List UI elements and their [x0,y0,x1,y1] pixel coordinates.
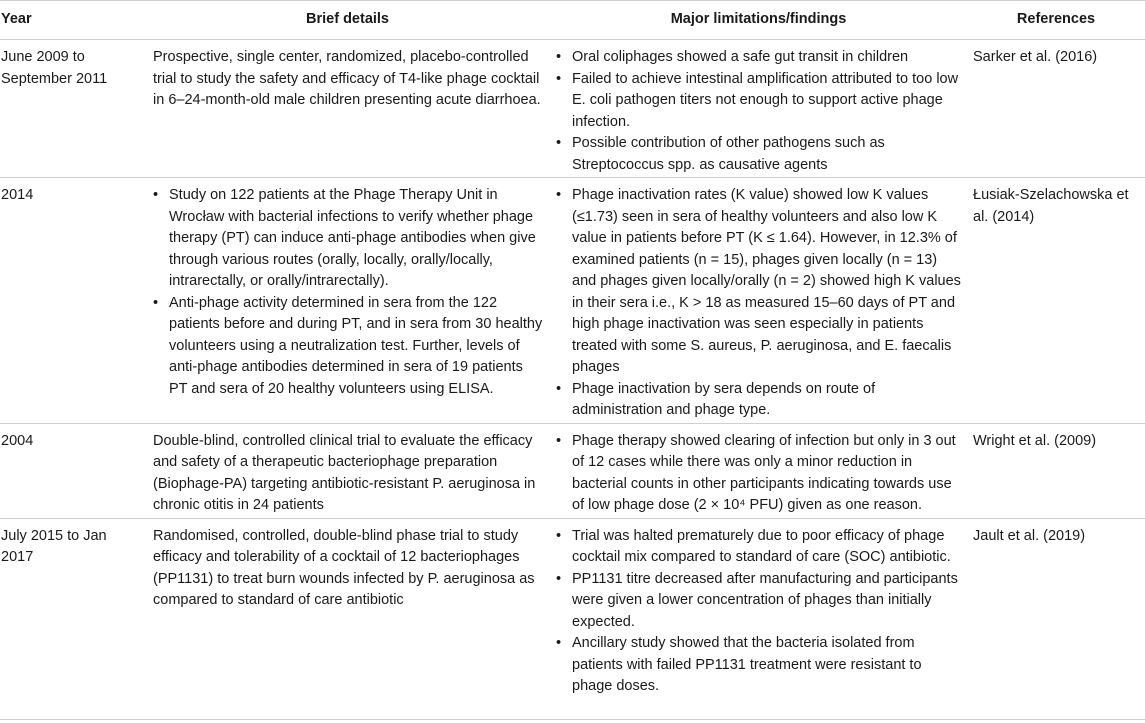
list-item: • Possible contribution of other pathogens such as Streptococcus spp. as causative agents [572,133,961,176]
cell-limitations [550,423,967,518]
cell-brief [145,178,550,424]
table-row [0,518,1145,719]
cell-limitations [550,518,967,719]
cell-brief: Prospective, single center, randomized, placebo-controlled trial to study the safety and efficacy of T4-like phage cocktail in 6–24-month-old male children presenting acute diarrhoea. [145,40,550,178]
list-item: • Phage therapy showed clearing of infection but only in 3 out of 12 cases while there was only a minor reduction in bacterial counts in other participants indicating towards use of low phage dose (2 × 10⁴ PFU) given as one reason. [572,431,961,517]
table-row [0,423,1145,518]
list-item: • Phage inactivation by sera depends on route of administration and phage type. [572,379,961,422]
cell-year: June 2009 to September 2011 [0,40,145,178]
header-references: References [967,1,1145,40]
cell-reference: Sarker et al. (2016) [967,40,1145,178]
cell-reference: Łusiak-Szelachowska et al. (2014) [967,178,1145,424]
limitations-list [556,47,961,176]
cell-year: July 2015 to Jan 2017 [0,518,145,719]
table-row [0,178,1145,424]
cell-brief: Randomised, controlled, double-blind phase trial to study efficacy and tolerability of a cocktail of 12 bacteriophages (PP1131) to treat burn wounds infected by P. aeruginosa as compared to standard of care antibiotic [145,518,550,719]
limitations-list [556,431,961,517]
list-item: • Failed to achieve intestinal amplification attributed to too low E. coli pathogen titers not enough to support active phage infection. [572,69,961,134]
list-item: • Oral coliphages showed a safe gut transit in children [572,47,961,69]
list-item: • PP1131 titre decreased after manufacturing and participants were given a lower concentration of phages than initially expected. [572,569,961,634]
cell-limitations [550,40,967,178]
header-row [0,1,1145,40]
brief-list [153,185,544,400]
header-limitations: Major limitations/findings [550,1,967,40]
limitations-list [556,526,961,698]
cell-year: 2004 [0,423,145,518]
table-row [0,40,1145,178]
list-item: • Anti-phage activity determined in sera from the 122 patients before and during PT, and in sera from 30 healthy volunteers using a neutralization test. Further, levels of anti-phage antibodies determined in sera of 19 patients PT and sera of 20 healthy volunteers using ELISA. [169,293,544,401]
list-item: • Study on 122 patients at the Phage Therapy Unit in Wrocław with bacterial infections to verify whether phage therapy (PT) can induce anti-phage antibodies when give through various routes (orally, locally, orally/locally, intrarectally, or orally/intrarectally). [169,185,544,293]
list-item: • Ancillary study showed that the bacteria isolated from patients with failed PP1131 treatment were resistant to phage doses. [572,633,961,698]
cell-limitations [550,178,967,424]
header-brief: Brief details [145,1,550,40]
cell-reference: Wright et al. (2009) [967,423,1145,518]
cell-year: 2014 [0,178,145,424]
cell-brief: Double-blind, controlled clinical trial to evaluate the efficacy and safety of a therapeutic bacteriophage preparation (Biophage-PA) targeting antibiotic-resistant P. aeruginosa in chronic otitis in 24 patients [145,423,550,518]
limitations-list [556,185,961,422]
list-item: • Phage inactivation rates (K value) showed low K values (≤1.73) seen in sera of healthy volunteers and also low K value in patients before PT (K ≤ 1.64). However, in 12.3% of examined patients (n = 15), phages given locally (n = 13) and phages given locally/orally (n = 2) showed high K values in their sera i.e., K > 18 as measured 15–60 days of PT and high phage inactivation was seen especially in patients treated with some S. aureus, P. aeruginosa, and E. faecalis phages [572,185,961,379]
list-item: • Trial was halted prematurely due to poor efficacy of phage cocktail mix compared to standard of care (SOC) antibiotic. [572,526,961,569]
cell-reference: Jault et al. (2019) [967,518,1145,719]
header-year: Year [0,1,145,40]
